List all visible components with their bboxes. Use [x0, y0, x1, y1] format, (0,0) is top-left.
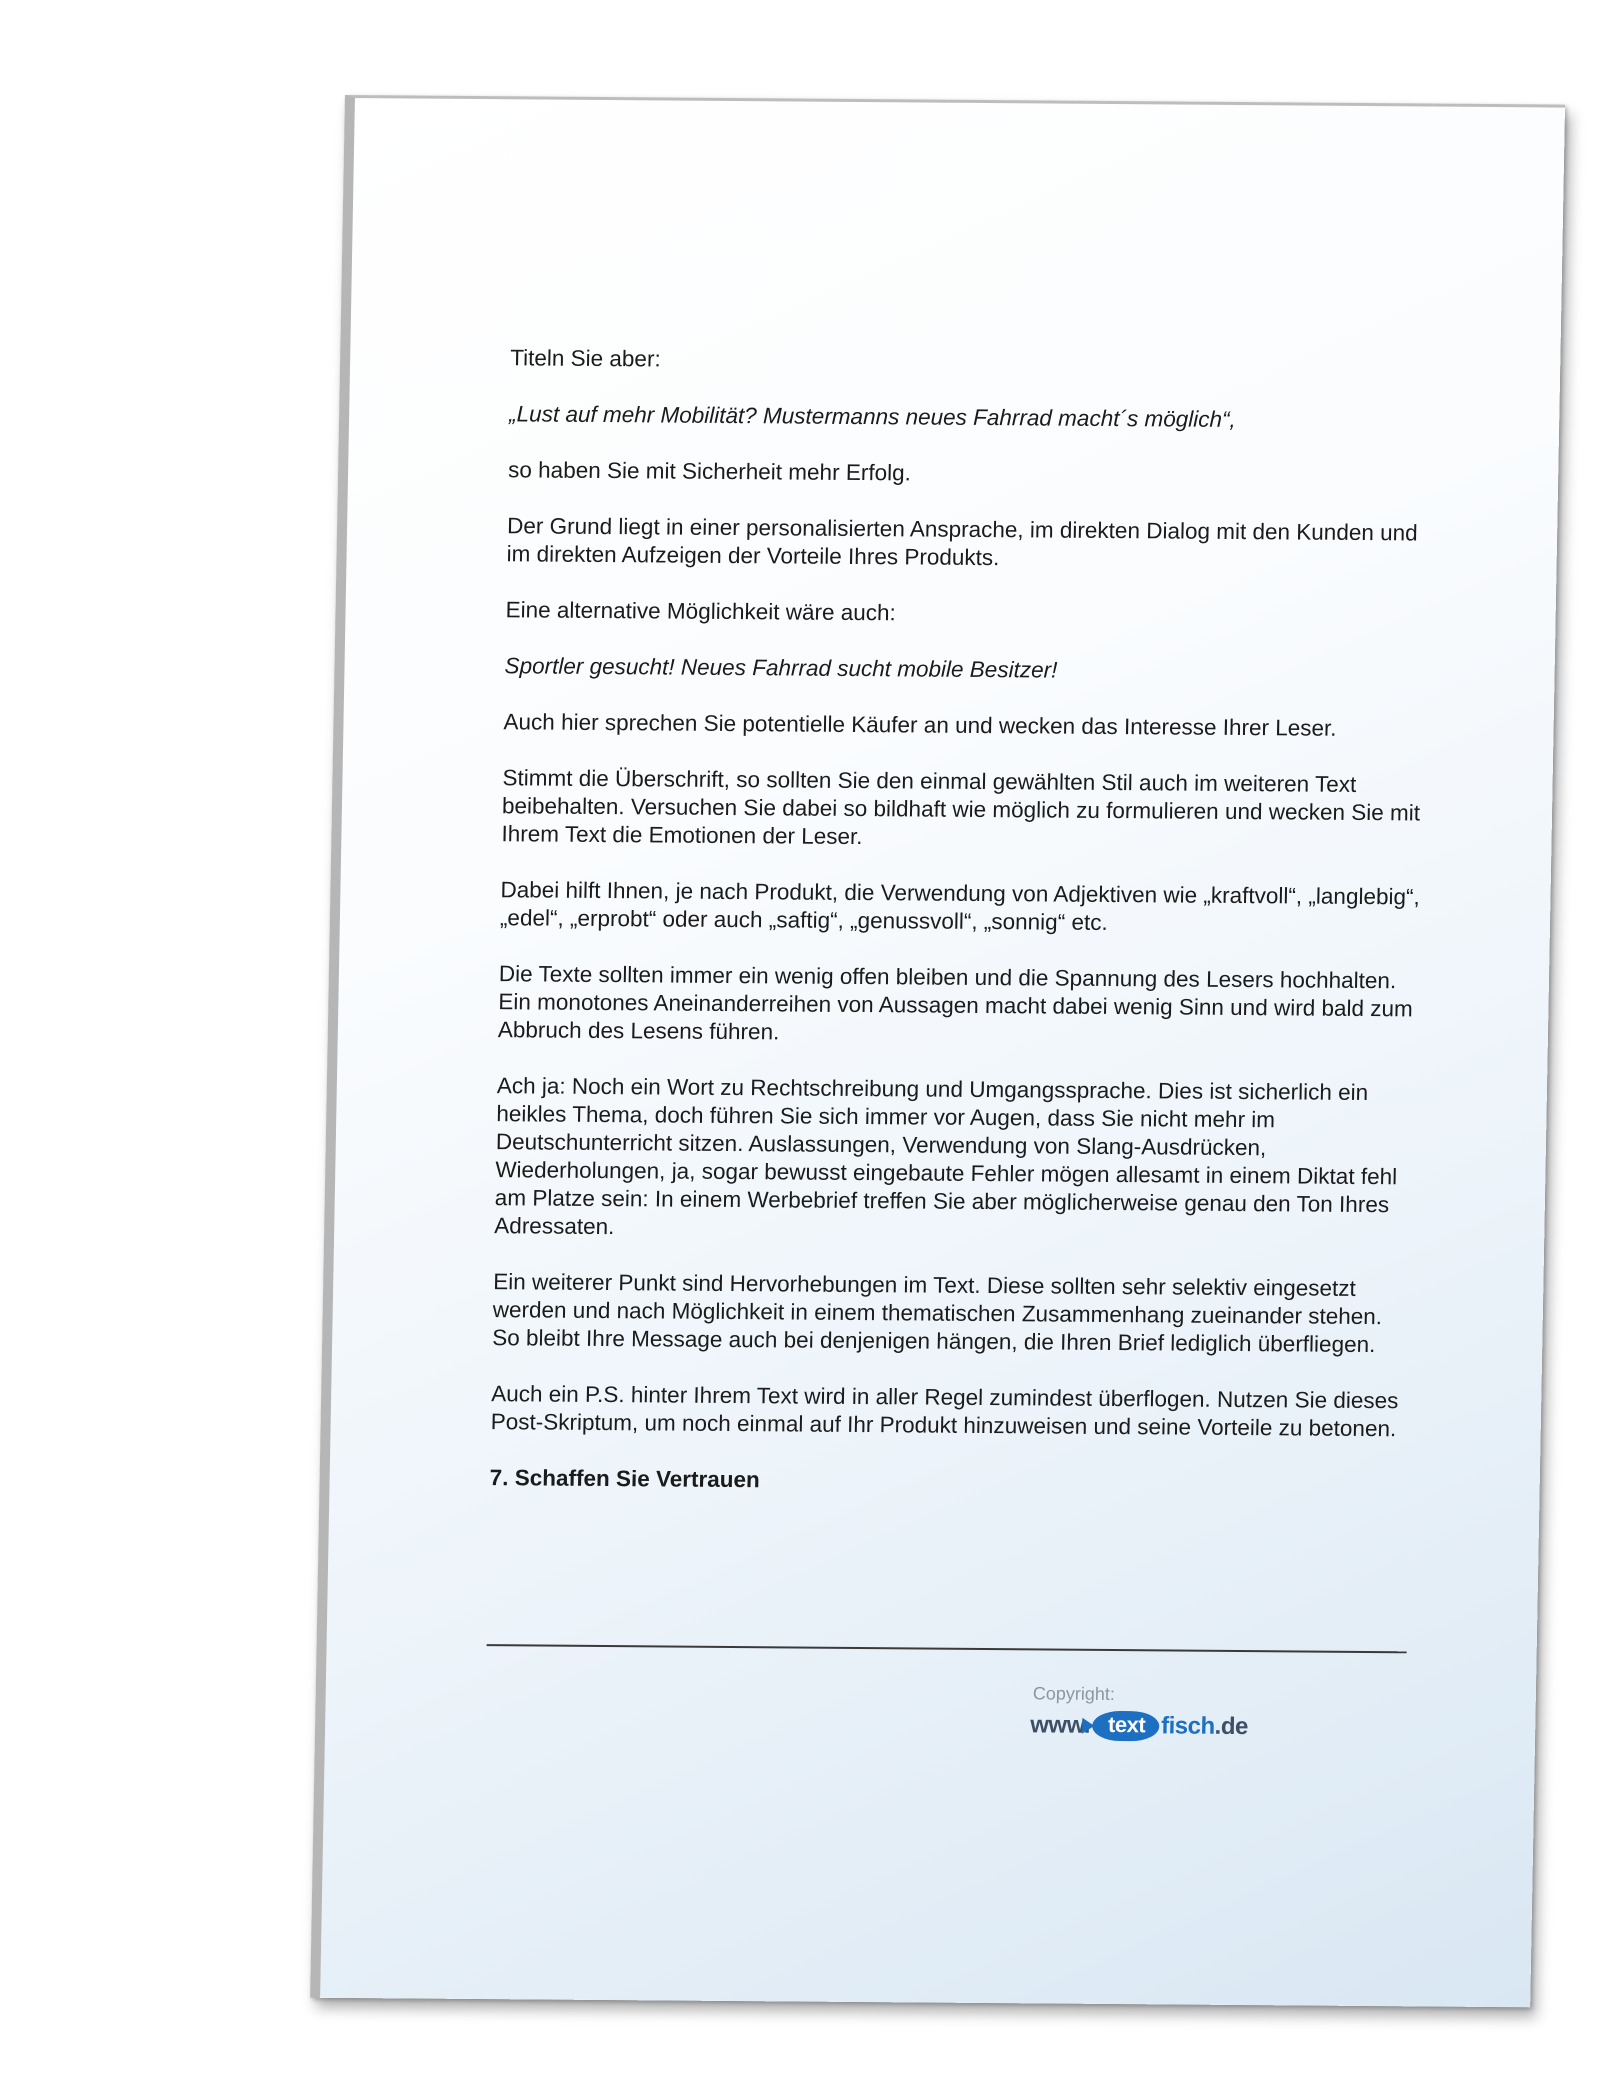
section-heading: 7. Schaffen Sie Vertrauen: [489, 1465, 761, 1493]
copyright-block: [1030, 1683, 1331, 1742]
paragraph: Auch ein P.S. hinter Ihrem Text wird in aller Regel zumindest überflogen. Nutzen Sie dieses Post-Skriptum, um noch einmal auf Ihr Produkt hinzuweisen und seine Vorteile zu betonen.: [490, 1381, 1399, 1442]
document-page: [310, 95, 1565, 2007]
paragraph: so haben Sie mit Sicherheit mehr Erfolg.: [507, 457, 912, 486]
logo-word: fisch: [1160, 1712, 1215, 1740]
footer-divider: [487, 1644, 1407, 1653]
copyright-label: Copyright:: [1032, 1683, 1116, 1705]
paragraph: Der Grund liegt in einer personalisierten Ansprache, im direkten Dialog mit den Kunden und im direkten Aufzeigen der Vorteile Ihres Produkts.: [506, 513, 1418, 571]
quote-paragraph: „Lust auf mehr Mobilität? Mustermanns neues Fahrrad macht´s möglich“,: [508, 401, 1236, 432]
paragraph: Die Texte sollten immer ein wenig offen bleiben und die Spannung des Lesers hochhalten. Ein monotones Aneinanderreihen von Aussagen macht dabei wenig Sinn und wird bald zum Abbruch des Lesens führen.: [497, 961, 1414, 1045]
paragraph: Stimmt die Überschrift, so sollten Sie den einmal gewählten Stil auch im weiteren Text beibehalten. Versuchen Sie dabei so bildhaft wie möglich zu formulieren und wecken Sie mit Ihrem Text die Emotionen der Leser.: [501, 765, 1421, 850]
logo-prefix: www.: [1030, 1711, 1091, 1739]
textfisch-logo: [1030, 1710, 1331, 1742]
paragraph: Ein weiterer Punkt sind Hervorhebungen im Text. Diese sollten sehr selektiv eingesetzt werden und nach Möglichkeit in einem thematischen Zusammenhang zueinander stehen. So bleibt Ihre Message auch bei denjenigen hängen, die Ihren Brief lediglich überfliegen.: [492, 1269, 1383, 1358]
logo-badge-text: text: [1107, 1711, 1146, 1738]
paragraph: Titeln Sie aber:: [509, 345, 661, 372]
logo-suffix: .de: [1214, 1712, 1249, 1741]
paragraph: Dabei hilft Ihnen, je nach Produkt, die Verwendung von Adjektiven wie „kraftvoll“, „langlebig“, „edel“, „erprobt“ oder auch „saftig“, „genussvoll“, „sonnig“ etc.: [499, 877, 1420, 935]
document-body: [489, 344, 1431, 1527]
paragraph: Ach ja: Noch ein Wort zu Rechtschreibung und Umgangssprache. Dies ist sicherlich ein heikles Thema, doch führen Sie sich immer vor Augen, dass Sie nicht mehr im Deutschunterricht sitzen. Auslassungen, Verwendung von Slang-Ausdrücken, Wiederholungen, ja, sogar bewusst eingebaute Fehler mögen allesamt in einem Diktat fehl am Platze sein: In einem Werbebrief treffen Sie aber möglicherweise genau den Ton Ihres Adressaten.: [494, 1073, 1398, 1240]
paragraph: Auch hier sprechen Sie potentielle Käufer an und wecken das Interesse Ihrer Leser.: [503, 709, 1337, 741]
quote-paragraph: Sportler gesucht! Neues Fahrrad sucht mobile Besitzer!: [504, 653, 1058, 683]
fish-icon: [1092, 1711, 1160, 1742]
paragraph: Eine alternative Möglichkeit wäre auch:: [505, 597, 897, 626]
